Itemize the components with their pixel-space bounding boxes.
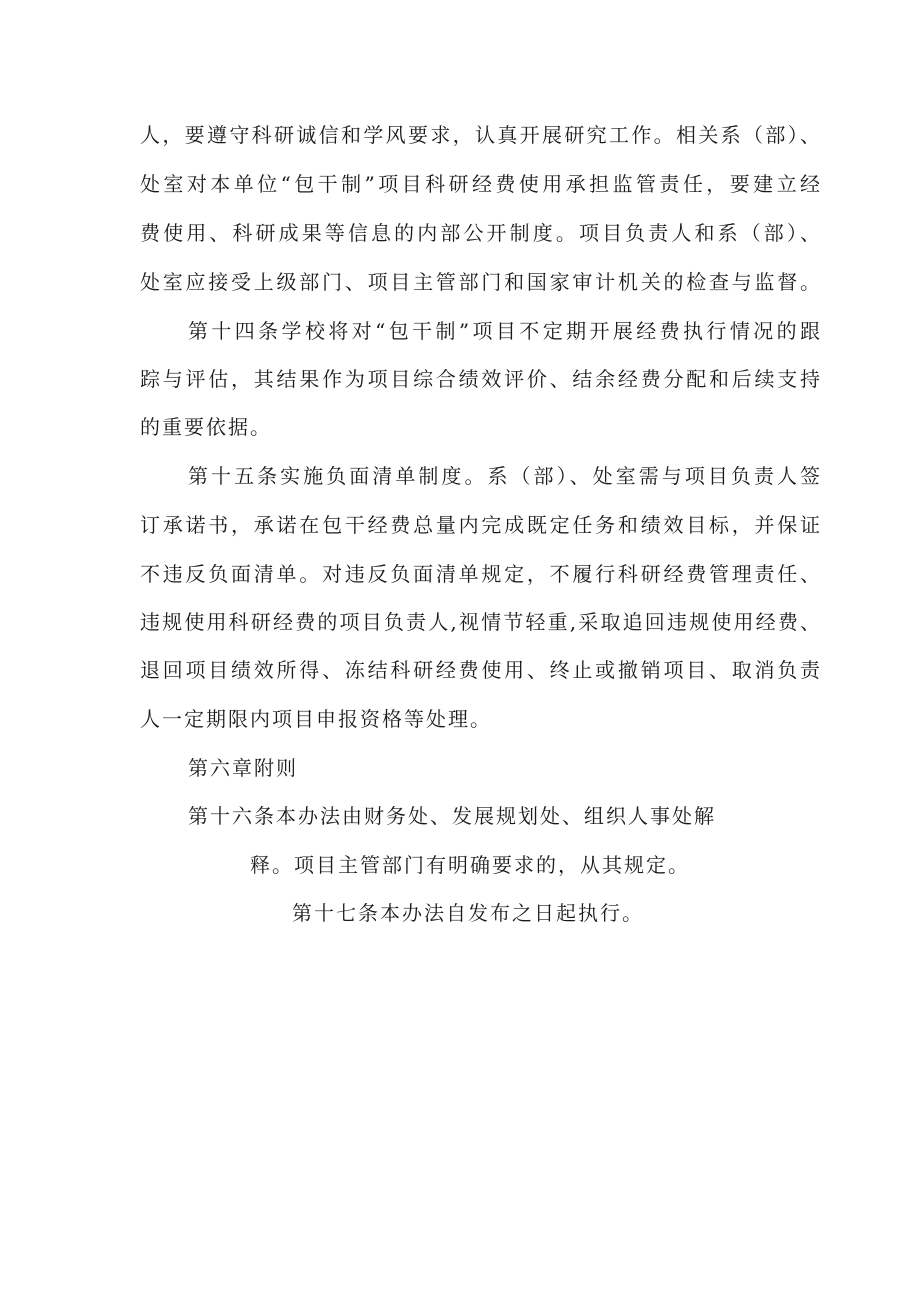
paragraph-line: 人，要遵守科研诚信和学风要求，认真开展研究工作。相关系（部）、 (140, 123, 820, 147)
article-17-line: 第十七条本办法自发布之日起执行。 (292, 901, 644, 925)
article-15-line: 违规使用科研经费的项目负责人,视情节轻重,采取追回违规使用经费、 (140, 610, 820, 634)
article-15-line: 订承诺书，承诺在包干经费总量内完成既定任务和绩效目标，并保证 (140, 513, 820, 537)
article-14-line: 第十四条学校将对“包干制”项目不定期开展经费执行情况的跟 (188, 319, 820, 343)
paragraph-line: 处室应接受上级部门、项目主管部门和国家审计机关的检查与监督。 (140, 270, 820, 294)
chapter-6-heading: 第六章附则 (188, 756, 298, 780)
paragraph-line: 费使用、科研成果等信息的内部公开制度。项目负责人和系（部）、 (140, 221, 820, 245)
article-16-line-1: 第十六条本办法由财务处、发展规划处、组织人事处解 (188, 804, 716, 828)
article-15-line: 人一定期限内项目申报资格等处理。 (140, 707, 492, 731)
article-15-line: 退回项目绩效所得、冻结科研经费使用、终止或撤销项目、取消负责 (140, 658, 820, 682)
article-15-line: 第十五条实施负面清单制度。系（部）、处室需与项目负责人签 (188, 464, 820, 488)
article-14-line: 踪与评估，其结果作为项目综合绩效评价、结余经费分配和后续支持 (140, 367, 820, 391)
article-16-line-2: 释。项目主管部门有明确要求的，从其规定。 (250, 853, 690, 877)
paragraph-line: 处室对本单位“包干制”项目科研经费使用承担监管责任，要建立经 (140, 172, 820, 196)
article-14-line: 的重要依据。 (140, 415, 272, 439)
article-15-line: 不违反负面清单。对违反负面清单规定，不履行科研经费管理责任、 (140, 562, 820, 586)
